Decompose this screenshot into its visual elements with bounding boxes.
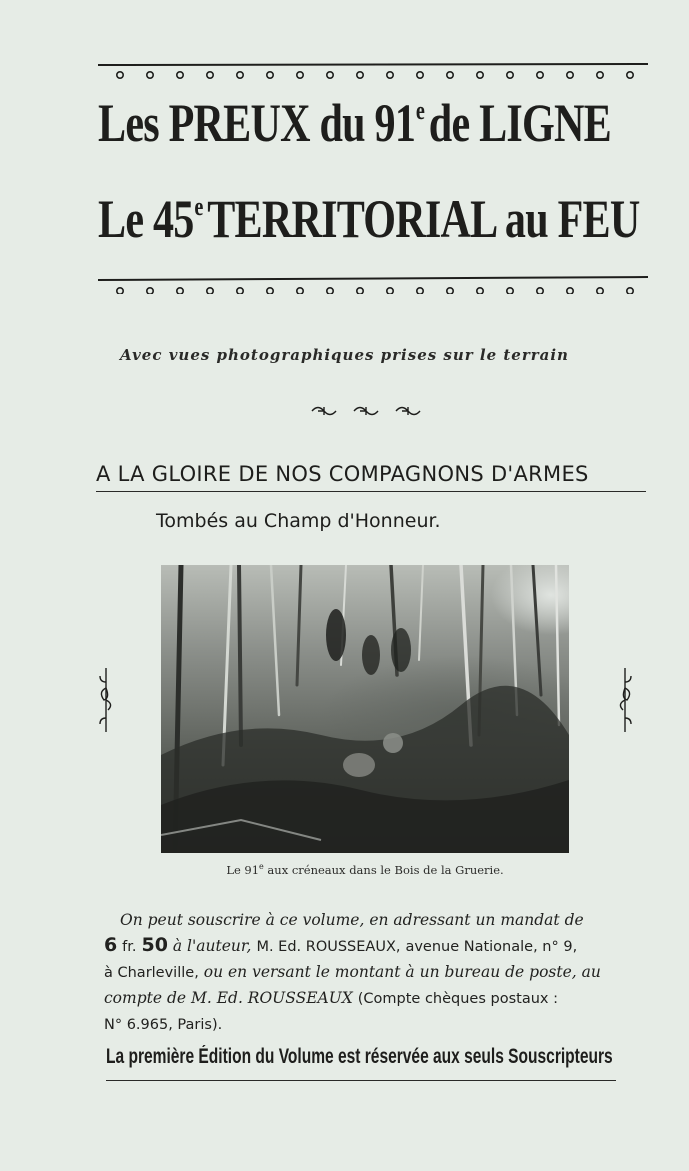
- price-unit: fr.: [122, 939, 137, 955]
- title-line-2-b: TERRITORIAL au FEU: [207, 189, 640, 249]
- subscription-line-4: [104, 986, 642, 1012]
- subscription-line-1: [116, 908, 642, 933]
- subtitle: Avec vues photographiques prises sur le terrain: [120, 346, 569, 364]
- author-address: avenue Nationale, n° 9,: [405, 939, 578, 955]
- author-name: M. Ed. ROUSSEAUX,: [256, 939, 401, 955]
- photo-caption: [0, 862, 689, 877]
- title-line-2-sup: e: [194, 192, 203, 221]
- price-francs: 6: [104, 934, 118, 956]
- fleuron-ornaments: [310, 402, 425, 420]
- dedication-subheading: Tombés au Champ d'Honneur.: [156, 510, 441, 532]
- forest-trench-photo: [161, 565, 569, 853]
- subscription-line-2: [104, 933, 642, 960]
- price-centimes: 50: [141, 934, 168, 956]
- final-note: La première Édition du Volume est réservée aux seuls Souscripteurs: [106, 1045, 613, 1068]
- subscription-text-2: à l'auteur,: [172, 937, 252, 955]
- right-ornament: [619, 668, 637, 732]
- photo-caption-sup: e: [259, 862, 264, 871]
- photo-caption-b: aux créneaux dans le Bois de la Gruerie.: [263, 862, 504, 877]
- subscription-text-5: ou en versant le montant à un bureau de poste, au: [203, 963, 601, 981]
- title-line-1-sup: e: [415, 96, 425, 125]
- left-ornament: [96, 668, 114, 732]
- dedication-heading: A LA GLOIRE DE NOS COMPAGNONS D'ARMES: [96, 462, 646, 492]
- title-line-2: [98, 189, 640, 249]
- subscription-text-1: On peut souscrire à ce volume, en adressant un mandat de: [120, 911, 584, 929]
- city: à Charleville,: [104, 965, 199, 981]
- subscription-line-3: [104, 960, 642, 986]
- photo-caption-a: Le 91: [226, 862, 260, 877]
- subscription-text-6: compte de M. Ed. ROUSSEAUX: [104, 989, 353, 1007]
- subscription-paragraph: [104, 908, 642, 1038]
- top-decorative-rule: [98, 62, 648, 82]
- postal-account-label: (Compte chèques postaux :: [357, 991, 558, 1007]
- final-note-underline: [106, 1080, 616, 1081]
- title-line-1: [98, 93, 611, 153]
- title-line-1-a: Les PREUX du 91: [98, 93, 416, 153]
- postal-account-number: N° 6.965, Paris).: [104, 1017, 223, 1033]
- subscription-line-5: [104, 1012, 642, 1038]
- title-line-2-a: Le 45: [98, 189, 194, 249]
- bottom-decorative-rule: [98, 274, 648, 294]
- title-line-1-b: de LIGNE: [428, 93, 611, 153]
